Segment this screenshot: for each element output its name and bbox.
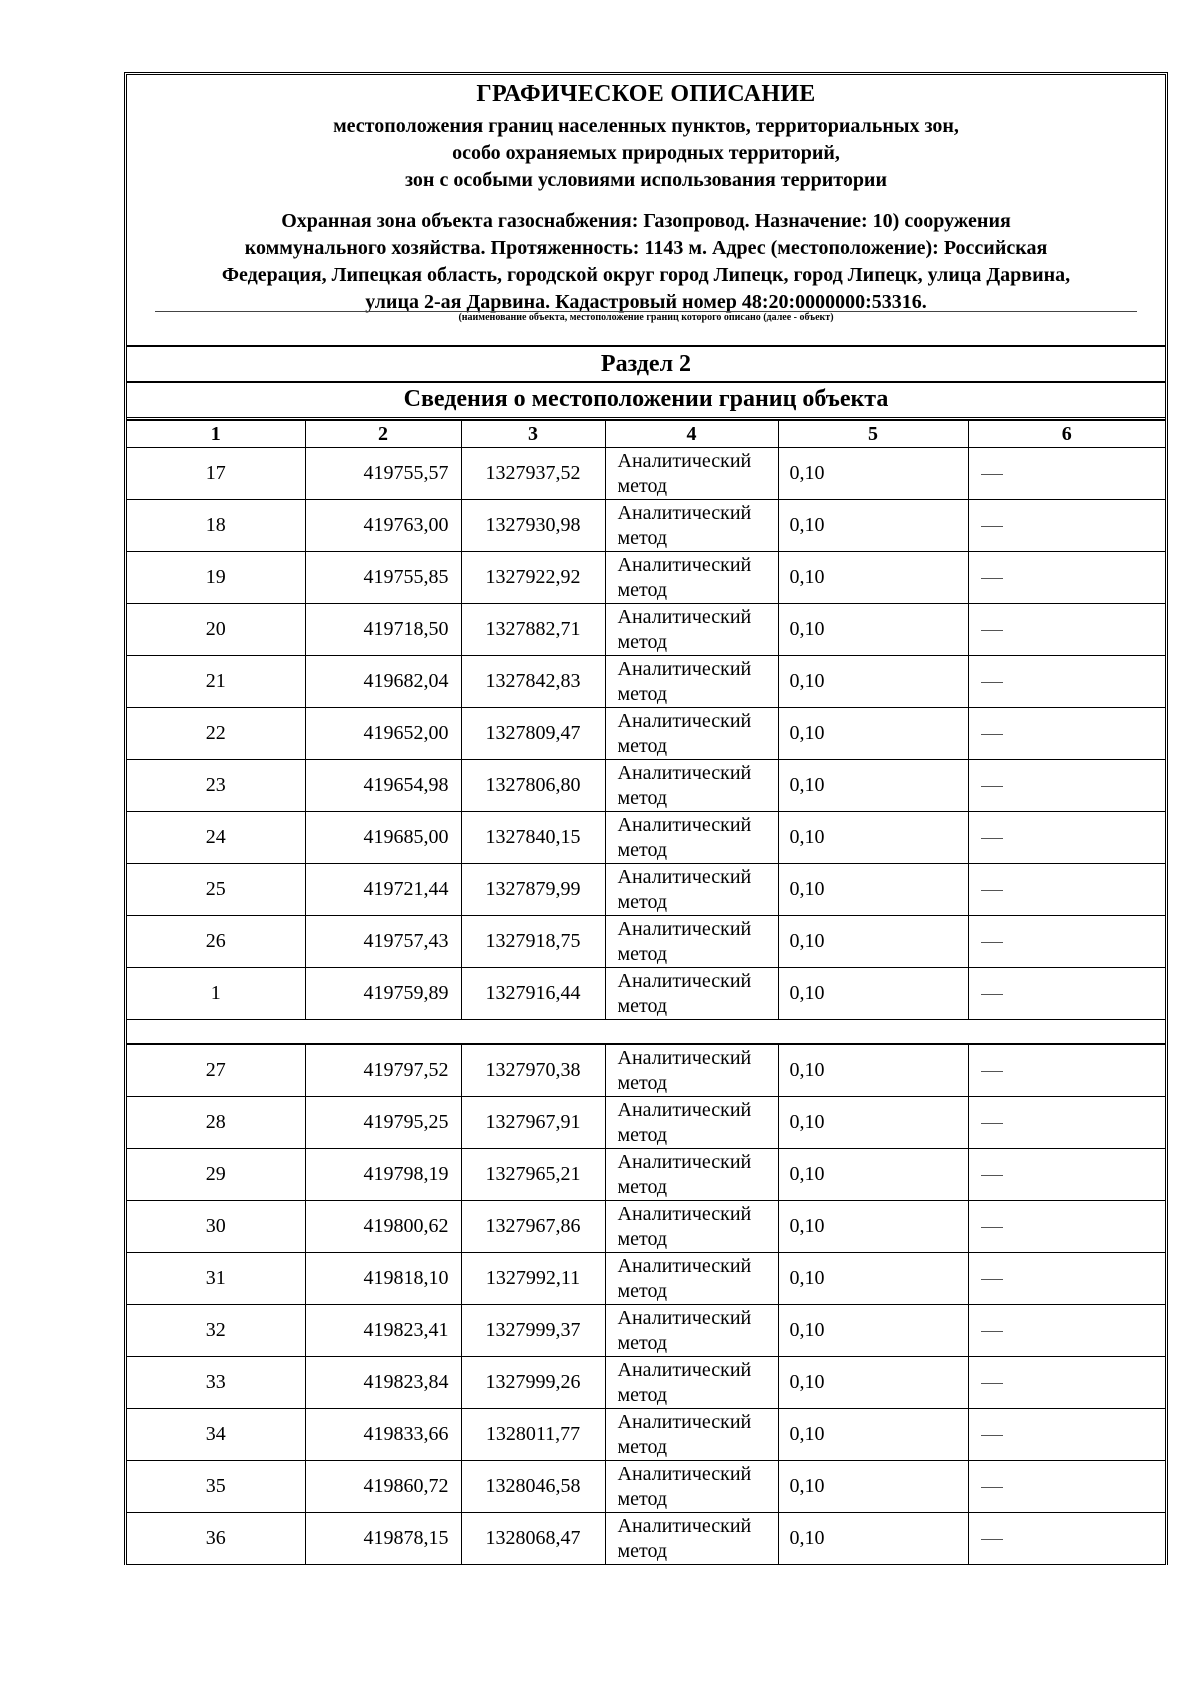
cell-description: [968, 604, 1165, 656]
cell-accuracy: 0,10: [778, 968, 968, 1020]
cell-y: 1327937,52: [461, 448, 605, 500]
cell-n: 28: [127, 1097, 305, 1149]
method-line: метод: [617, 1227, 668, 1250]
dash-mark: [981, 1279, 1003, 1280]
cell-y: 1327999,37: [461, 1305, 605, 1357]
method-line: метод: [617, 838, 668, 861]
cell-y: 1327965,21: [461, 1149, 605, 1201]
dash-mark: [981, 942, 1003, 943]
cell-method: [605, 864, 778, 916]
cell-y: 1327967,86: [461, 1201, 605, 1253]
cell-y: 1327842,83: [461, 656, 605, 708]
method-line: Аналитический: [617, 657, 752, 680]
cell-description: [968, 448, 1165, 500]
cell-y: 1327806,80: [461, 760, 605, 812]
cell-method: [605, 1461, 778, 1513]
cell-description: [968, 1044, 1165, 1097]
cell-x: 419685,00: [305, 812, 461, 864]
cell-x: 419718,50: [305, 604, 461, 656]
cell-method: [605, 968, 778, 1020]
cell-y: 1327918,75: [461, 916, 605, 968]
cell-y: 1328046,58: [461, 1461, 605, 1513]
table-row: [127, 1044, 1165, 1097]
cell-accuracy: 0,10: [778, 604, 968, 656]
cell-method: [605, 1097, 778, 1149]
subtitle-line: местоположения границ населенных пунктов, территориальных зон,: [333, 115, 959, 137]
cell-x: 419798,19: [305, 1149, 461, 1201]
cell-method: [605, 916, 778, 968]
method-line: Аналитический: [617, 1046, 752, 1069]
cell-method: [605, 1305, 778, 1357]
cell-method: [605, 448, 778, 500]
method-line: метод: [617, 890, 668, 913]
cell-n: 18: [127, 500, 305, 552]
cell-method: [605, 552, 778, 604]
coordinates-table: [127, 420, 1165, 1565]
cell-accuracy: 0,10: [778, 864, 968, 916]
cell-description: [968, 1305, 1165, 1357]
dash-mark: [981, 1487, 1003, 1488]
method-line: метод: [617, 1435, 668, 1458]
document-title: ГРАФИЧЕСКОЕ ОПИСАНИЕ: [476, 81, 816, 107]
cell-description: [968, 1253, 1165, 1305]
dash-mark: [981, 1071, 1003, 1072]
table-row: [127, 448, 1165, 500]
dash-mark: [981, 578, 1003, 579]
separator-cell: [127, 1020, 1165, 1045]
cell-accuracy: 0,10: [778, 1461, 968, 1513]
method-line: метод: [617, 994, 668, 1017]
cell-accuracy: 0,10: [778, 1253, 968, 1305]
column-header: 6: [968, 421, 1165, 448]
cell-n: 35: [127, 1461, 305, 1513]
dash-mark: [981, 838, 1003, 839]
table-row: [127, 1305, 1165, 1357]
cell-y: 1328068,47: [461, 1513, 605, 1565]
cell-method: [605, 656, 778, 708]
group-separator: [127, 1020, 1165, 1045]
cell-n: 21: [127, 656, 305, 708]
cell-method: [605, 812, 778, 864]
cell-x: 419878,15: [305, 1513, 461, 1565]
cell-n: 36: [127, 1513, 305, 1565]
dash-mark: [981, 1123, 1003, 1124]
cell-method: [605, 708, 778, 760]
document-frame: [124, 72, 1168, 1565]
cell-description: [968, 500, 1165, 552]
cell-accuracy: 0,10: [778, 1149, 968, 1201]
method-line: Аналитический: [617, 709, 752, 732]
column-header: 1: [127, 421, 305, 448]
dash-mark: [981, 1435, 1003, 1436]
cell-n: 25: [127, 864, 305, 916]
column-header: 2: [305, 421, 461, 448]
cell-n: 17: [127, 448, 305, 500]
method-line: Аналитический: [617, 1098, 752, 1121]
method-line: метод: [617, 682, 668, 705]
cell-x: 419800,62: [305, 1201, 461, 1253]
cell-description: [968, 1097, 1165, 1149]
cell-method: [605, 1253, 778, 1305]
dash-mark: [981, 1539, 1003, 1540]
cell-y: 1327879,99: [461, 864, 605, 916]
subtitle-line: особо охраняемых природных территорий,: [452, 142, 840, 164]
column-header: 4: [605, 421, 778, 448]
cell-description: [968, 1201, 1165, 1253]
cell-method: [605, 604, 778, 656]
table-row: [127, 656, 1165, 708]
cell-n: 29: [127, 1149, 305, 1201]
method-line: метод: [617, 1331, 668, 1354]
cell-y: 1327999,26: [461, 1357, 605, 1409]
table-row: [127, 864, 1165, 916]
method-line: Аналитический: [617, 761, 752, 784]
method-line: метод: [617, 630, 668, 653]
method-line: Аналитический: [617, 553, 752, 576]
document-subtitle: [127, 113, 1165, 194]
table-row: [127, 812, 1165, 864]
cell-accuracy: 0,10: [778, 916, 968, 968]
method-line: Аналитический: [617, 1202, 752, 1225]
cell-accuracy: 0,10: [778, 500, 968, 552]
method-line: Аналитический: [617, 1254, 752, 1277]
cell-description: [968, 656, 1165, 708]
section-subtitle: Сведения о местоположении границ объекта: [127, 383, 1165, 420]
object-line: Охранная зона объекта газоснабжения: Газопровод. Назначение: 10) сооружения: [281, 210, 1011, 232]
cell-n: 27: [127, 1044, 305, 1097]
cell-description: [968, 864, 1165, 916]
method-line: Аналитический: [617, 449, 752, 472]
cell-y: 1327916,44: [461, 968, 605, 1020]
cell-description: [968, 1513, 1165, 1565]
cell-y: 1327930,98: [461, 500, 605, 552]
table-row: [127, 1409, 1165, 1461]
table-row: [127, 916, 1165, 968]
method-line: метод: [617, 1539, 668, 1562]
method-line: метод: [617, 474, 668, 497]
cell-y: 1327970,38: [461, 1044, 605, 1097]
dash-mark: [981, 1331, 1003, 1332]
cell-n: 1: [127, 968, 305, 1020]
method-line: метод: [617, 1123, 668, 1146]
cell-y: 1327992,11: [461, 1253, 605, 1305]
method-line: Аналитический: [617, 605, 752, 628]
object-caption: (наименование объекта, местоположение границ которого описано (далее - объект): [458, 312, 834, 323]
cell-accuracy: 0,10: [778, 708, 968, 760]
cell-method: [605, 1044, 778, 1097]
dash-mark: [981, 474, 1003, 475]
cell-n: 23: [127, 760, 305, 812]
cell-n: 33: [127, 1357, 305, 1409]
cell-accuracy: 0,10: [778, 1409, 968, 1461]
method-line: Аналитический: [617, 1410, 752, 1433]
method-line: метод: [617, 1383, 668, 1406]
cell-x: 419682,04: [305, 656, 461, 708]
cell-x: 419763,00: [305, 500, 461, 552]
table-row: [127, 1097, 1165, 1149]
cell-method: [605, 1513, 778, 1565]
table-row: [127, 760, 1165, 812]
cell-y: 1327840,15: [461, 812, 605, 864]
cell-x: 419755,85: [305, 552, 461, 604]
method-line: Аналитический: [617, 813, 752, 836]
dash-mark: [981, 1227, 1003, 1228]
column-header: 3: [461, 421, 605, 448]
cell-n: 34: [127, 1409, 305, 1461]
table-header-row: [127, 421, 1165, 448]
method-line: метод: [617, 578, 668, 601]
cell-n: 26: [127, 916, 305, 968]
cell-n: 22: [127, 708, 305, 760]
method-line: Аналитический: [617, 917, 752, 940]
table-row: [127, 1201, 1165, 1253]
cell-accuracy: 0,10: [778, 760, 968, 812]
section-title: Раздел 2: [127, 347, 1165, 383]
dash-mark: [981, 994, 1003, 995]
subtitle-line: зон с особыми условиями использования территории: [405, 169, 887, 191]
dash-mark: [981, 1175, 1003, 1176]
cell-accuracy: 0,10: [778, 1513, 968, 1565]
document-header: [127, 75, 1165, 347]
method-line: Аналитический: [617, 501, 752, 524]
column-header: 5: [778, 421, 968, 448]
table-body: [127, 448, 1165, 1565]
method-line: Аналитический: [617, 1150, 752, 1173]
method-line: метод: [617, 526, 668, 549]
cell-x: 419797,52: [305, 1044, 461, 1097]
cell-description: [968, 1149, 1165, 1201]
cell-accuracy: 0,10: [778, 1305, 968, 1357]
table-row: [127, 708, 1165, 760]
cell-y: 1327967,91: [461, 1097, 605, 1149]
cell-x: 419652,00: [305, 708, 461, 760]
object-line: Федерация, Липецкая область, городской округ город Липецк, город Липецк, улица Дарвина,: [221, 264, 1071, 286]
cell-n: 19: [127, 552, 305, 604]
method-line: Аналитический: [617, 865, 752, 888]
dash-mark: [981, 734, 1003, 735]
cell-y: 1327882,71: [461, 604, 605, 656]
cell-accuracy: 0,10: [778, 1201, 968, 1253]
dash-mark: [981, 682, 1003, 683]
cell-x: 419818,10: [305, 1253, 461, 1305]
method-line: Аналитический: [617, 1514, 752, 1537]
cell-x: 419860,72: [305, 1461, 461, 1513]
cell-x: 419833,66: [305, 1409, 461, 1461]
cell-x: 419823,41: [305, 1305, 461, 1357]
cell-accuracy: 0,10: [778, 552, 968, 604]
table-row: [127, 552, 1165, 604]
object-description: [127, 208, 1165, 316]
method-line: метод: [617, 1071, 668, 1094]
cell-n: 30: [127, 1201, 305, 1253]
cell-method: [605, 500, 778, 552]
method-line: метод: [617, 1279, 668, 1302]
object-line: улица 2-ая Дарвина. Кадастровый номер 48:20:0000000:53316.: [365, 291, 927, 313]
cell-method: [605, 1149, 778, 1201]
cell-method: [605, 760, 778, 812]
cell-x: 419654,98: [305, 760, 461, 812]
cell-x: 419755,57: [305, 448, 461, 500]
cell-n: 24: [127, 812, 305, 864]
cell-n: 20: [127, 604, 305, 656]
cell-x: 419759,89: [305, 968, 461, 1020]
table-row: [127, 968, 1165, 1020]
cell-accuracy: 0,10: [778, 1357, 968, 1409]
object-line: коммунального хозяйства. Протяженность: 1143 м. Адрес (местоположение): Российская: [244, 237, 1048, 259]
dash-mark: [981, 786, 1003, 787]
cell-description: [968, 1461, 1165, 1513]
table-row: [127, 1357, 1165, 1409]
cell-accuracy: 0,10: [778, 812, 968, 864]
dash-mark: [981, 526, 1003, 527]
table-row: [127, 1461, 1165, 1513]
dash-mark: [981, 630, 1003, 631]
cell-description: [968, 1357, 1165, 1409]
table-row: [127, 1513, 1165, 1565]
cell-accuracy: 0,10: [778, 448, 968, 500]
method-line: метод: [617, 734, 668, 757]
cell-description: [968, 916, 1165, 968]
cell-x: 419757,43: [305, 916, 461, 968]
cell-accuracy: 0,10: [778, 1097, 968, 1149]
cell-description: [968, 760, 1165, 812]
dash-mark: [981, 1383, 1003, 1384]
cell-y: 1327922,92: [461, 552, 605, 604]
cell-description: [968, 812, 1165, 864]
cell-description: [968, 552, 1165, 604]
method-line: метод: [617, 942, 668, 965]
cell-description: [968, 708, 1165, 760]
cell-n: 32: [127, 1305, 305, 1357]
cell-x: 419823,84: [305, 1357, 461, 1409]
cell-y: 1327809,47: [461, 708, 605, 760]
cell-description: [968, 1409, 1165, 1461]
method-line: Аналитический: [617, 1306, 752, 1329]
method-line: Аналитический: [617, 1358, 752, 1381]
cell-description: [968, 968, 1165, 1020]
cell-accuracy: 0,10: [778, 1044, 968, 1097]
table-row: [127, 1149, 1165, 1201]
method-line: Аналитический: [617, 1462, 752, 1485]
cell-y: 1328011,77: [461, 1409, 605, 1461]
cell-method: [605, 1409, 778, 1461]
cell-accuracy: 0,10: [778, 656, 968, 708]
cell-method: [605, 1357, 778, 1409]
method-line: метод: [617, 786, 668, 809]
cell-x: 419795,25: [305, 1097, 461, 1149]
method-line: метод: [617, 1487, 668, 1510]
method-line: Аналитический: [617, 969, 752, 992]
cell-n: 31: [127, 1253, 305, 1305]
cell-method: [605, 1201, 778, 1253]
table-row: [127, 604, 1165, 656]
table-row: [127, 500, 1165, 552]
method-line: метод: [617, 1175, 668, 1198]
table-row: [127, 1253, 1165, 1305]
cell-x: 419721,44: [305, 864, 461, 916]
dash-mark: [981, 890, 1003, 891]
